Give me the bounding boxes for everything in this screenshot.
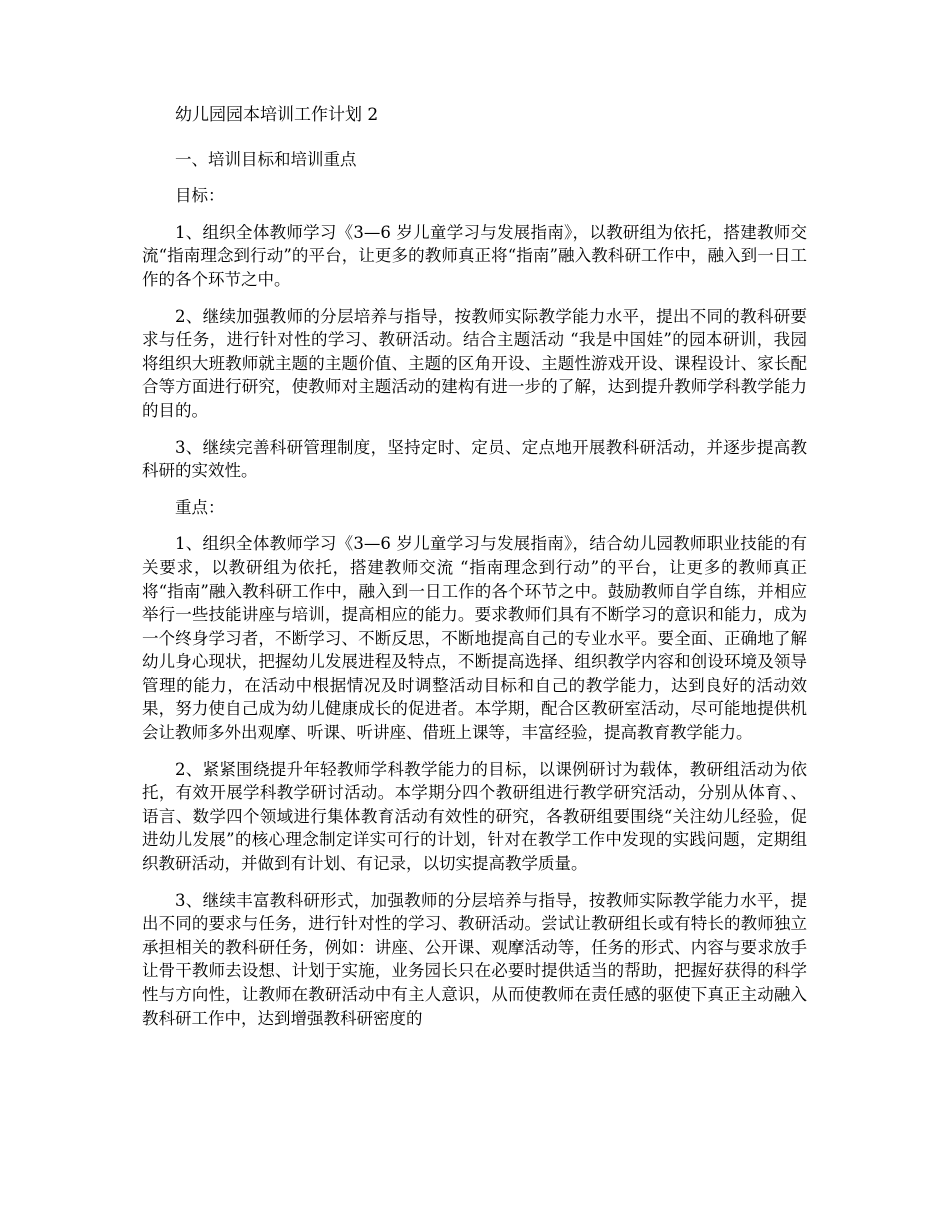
focus-label: 重点： — [175, 497, 225, 517]
focus-paragraph-3: 3、继续丰富教科研形式，加强教师的分层培养与指导，按教师实际教学能力水平，提出不同的要求与任务，进行针对性的学习、教研活动。尝试让教研组长或有特长的教师独立承担相关的教科研任务，例如：讲座、公开课、观摩活动等，任务的形式、内容与要求放手让骨干教师去设想、计划于实施，业务园长只在必要时提供适当的帮助，把握好获得的科学性与方向性，让教师在教研活动中有主人意识，从而使教师在责任感的驱使下真正主动融入教科研工作中，达到增强教科研密度的 — [142, 890, 807, 1028]
goals-label: 目标： — [175, 186, 225, 206]
goal-paragraph-1: 1、组织全体教师学习《3—6 岁儿童学习与发展指南》，以教研组为依托，搭建教师交流“指南理念到行动”的平台，让更多的教师真正将“指南”融入教科研工作中，融入到一日工作的各个环节之中。 — [142, 222, 807, 289]
document-body — [142, 104, 807, 1043]
document-title: 幼儿园园本培训工作计划 2 — [175, 105, 379, 125]
focus-paragraph-1: 1、组织全体教师学习《3—6 岁儿童学习与发展指南》，结合幼儿园教师职业技能的有关要求，以教研组为依托，搭建教师交流 “指南理念到行动”的平台，让更多的教师真正将“指南”融入教科研工作中，融入到一日工作的各个环节之中。鼓励教师自学自练，并相应举行一些技能讲座与培训，提高相应的能力。要求教师们具有不断学习的意识和能力，成为一个终身学习者，不断学习、不断反思，不断地提高自己的专业水平。要全面、正确地了解幼儿身心现状，把握幼儿发展进程及特点，不断提高选择、组织教学内容和创设环境及领导管理的能力，在活动中根据情况及时调整活动目标和自己的教学能力，达到良好的活动效果，努力使自己成为幼儿健康成长的促进者。本学期，配合区教研室活动，尽可能地提供机会让教师多外出观摩、听课、听讲座、借班上课等，丰富经验，提高教育教学能力。 — [142, 534, 807, 743]
goal-paragraph-2: 2、继续加强教师的分层培养与指导，按教师实际教学能力水平，提出不同的教科研要求与任务，进行针对性的学习、教研活动。结合主题活动 “我是中国娃”的园本研训，我园将组织大班教师就主题的主题价值、主题的区角开设、主题性游戏开设、课程设计、家长配合等方面进行研究，使教师对主题活动的建构有进一步的了解，达到提升教师学科教学能力的目的。 — [142, 306, 807, 420]
focus-paragraph-2: 2、紧紧围绕提升年轻教师学科教学能力的目标，以课例研讨为载体，教研组活动为依托，有效开展学科教学研讨活动。本学期分四个教研组进行教学研究活动，分别从体育、、语言、数学四个领域进行集体教育活动有效性的研究，各教研组要围绕“关注幼儿经验，促进幼儿发展”的核心理念制定详实可行的计划，针对在教学工作中发现的实践问题，定期组织教研活动，并做到有计划、有记录，以切实提高教学质量。 — [142, 759, 807, 874]
goal-paragraph-3: 3、继续完善科研管理制度，坚持定时、定员、定点地开展教科研活动，并逐步提高教科研的实效性。 — [142, 437, 807, 481]
section-heading: 一、培训目标和培训重点 — [175, 149, 357, 169]
